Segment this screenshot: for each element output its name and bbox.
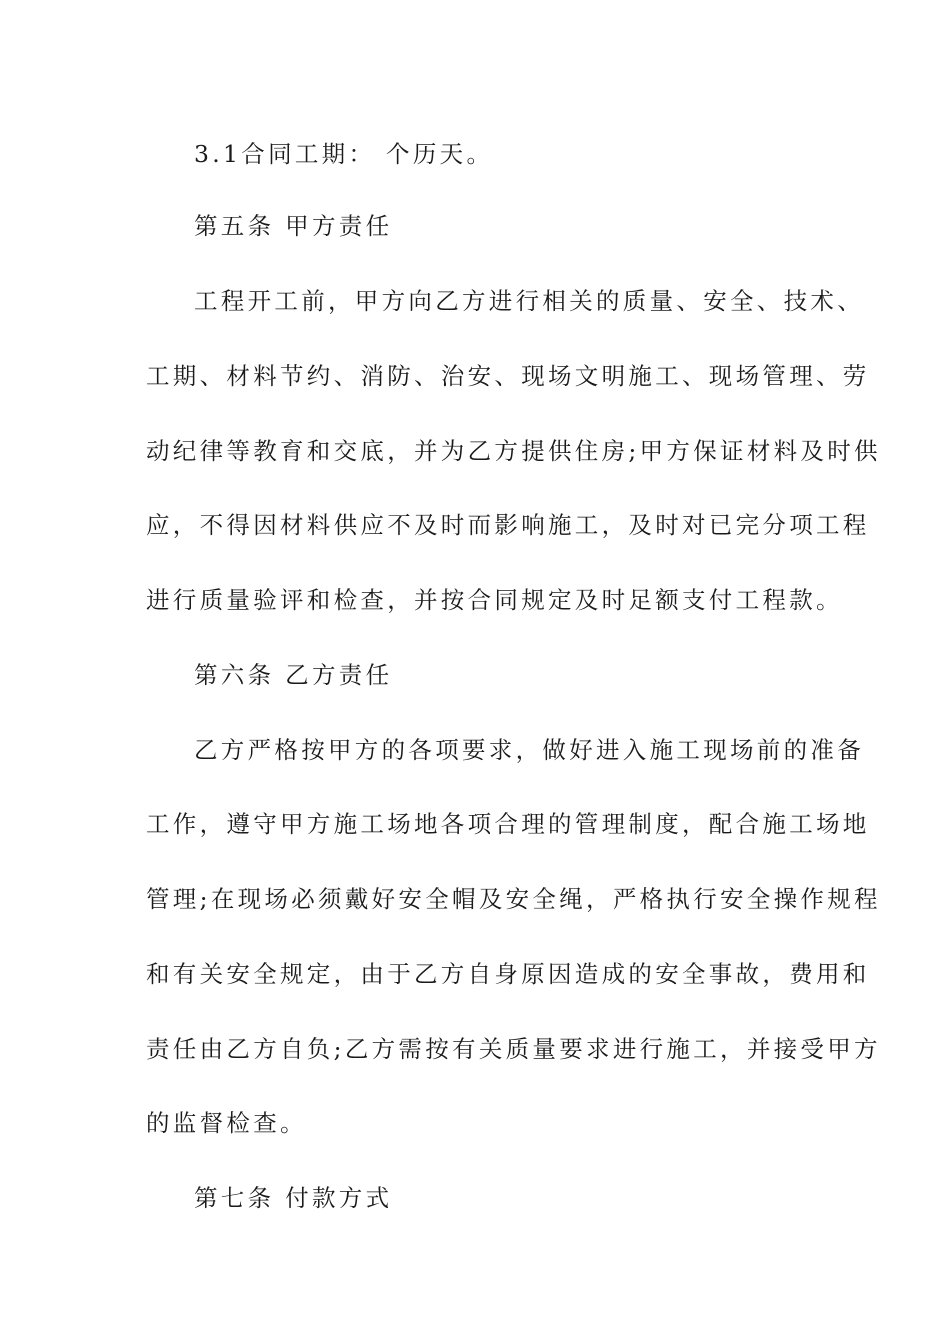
paragraph-line: 管理;在现场必须戴好安全帽及安全绳，严格执行安全操作规程 xyxy=(146,885,881,913)
article-6-heading: 第六条 乙方责任 xyxy=(194,661,393,689)
paragraph-line: 进行质量验评和检查，并按合同规定及时足额支付工程款。 xyxy=(146,586,843,614)
paragraph-line: 动纪律等教育和交底，并为乙方提供住房;甲方保证材料及时供 xyxy=(146,437,881,465)
article-7-heading: 第七条 付款方式 xyxy=(194,1184,393,1212)
article-5-heading: 第五条 甲方责任 xyxy=(194,212,393,240)
paragraph-line: 和有关安全规定，由于乙方自身原因造成的安全事故，费用和 xyxy=(146,960,870,988)
paragraph-line: 工程开工前，甲方向乙方进行相关的质量、安全、技术、 xyxy=(194,287,864,315)
clause-3-1-duration: 3.1合同工期： 个历天。 xyxy=(194,140,494,168)
paragraph-line: 责任由乙方自负;乙方需按有关质量要求进行施工，并接受甲方 xyxy=(146,1035,881,1063)
paragraph-line: 的监督检查。 xyxy=(146,1109,307,1137)
paragraph-line: 工期、材料节约、消防、治安、现场文明施工、现场管理、劳 xyxy=(146,362,870,390)
paragraph-line: 应，不得因材料供应不及时而影响施工，及时对已完分项工程 xyxy=(146,511,870,539)
paragraph-line: 乙方严格按甲方的各项要求，做好进入施工现场前的准备 xyxy=(194,736,864,764)
paragraph-line: 工作，遵守甲方施工场地各项合理的管理制度，配合施工场地 xyxy=(146,810,870,838)
